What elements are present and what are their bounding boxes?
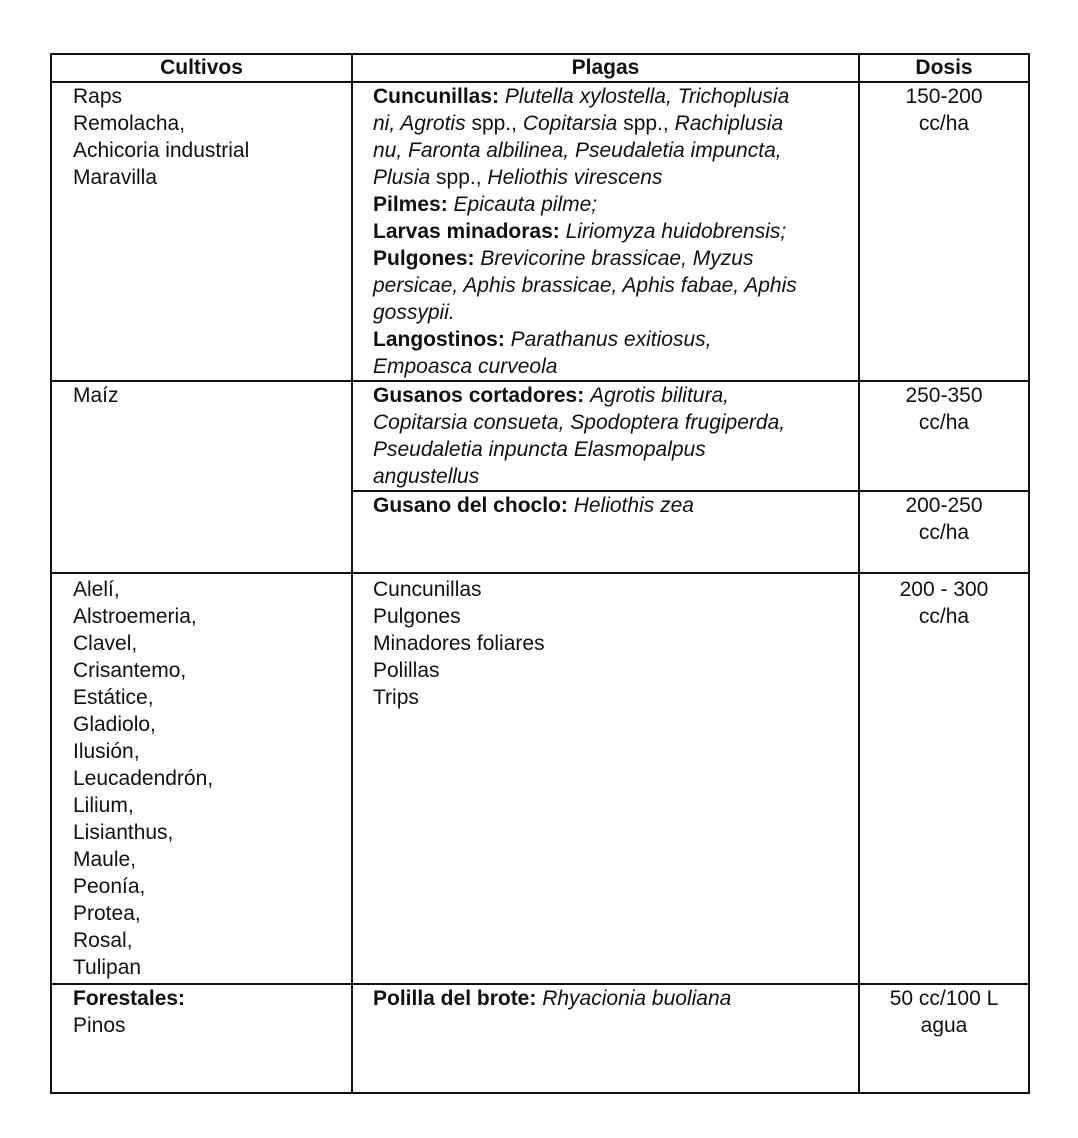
pest-line: Polillas <box>373 659 440 682</box>
pest-line: persicae, Aphis brassicae, Aphis fabae, Aphis <box>373 274 797 297</box>
pest-species: Liriomyza huidobrensis; <box>565 220 787 243</box>
dose-value: 200-250 <box>905 494 983 517</box>
table-row <box>51 381 1029 491</box>
dose-value: 150-200 <box>905 85 983 108</box>
crop-item: Tulipan <box>73 956 142 979</box>
pests-cell <box>352 573 859 984</box>
header-dosis: Dosis <box>859 54 1029 82</box>
table-row <box>51 82 1029 381</box>
table-row <box>51 573 1029 984</box>
dose-cell <box>859 984 1029 1093</box>
dose-cell <box>859 573 1029 984</box>
pest-line <box>373 164 844 191</box>
crop-item: Leucadendrón, <box>73 767 214 790</box>
crop-group-label: Forestales: <box>73 987 186 1010</box>
pest-species: Agrotis bilitura, <box>590 384 729 407</box>
crops-cell <box>51 82 352 381</box>
header-plagas: Plagas <box>352 54 859 82</box>
dose-value: 250-350 <box>905 384 983 407</box>
crop-item: Gladiolo, <box>73 713 156 736</box>
dose-cell <box>859 82 1029 381</box>
crop-item: Maule, <box>73 848 137 871</box>
pest-species: Copitarsia <box>522 112 618 135</box>
pest-line: angustellus <box>373 465 480 488</box>
crops-cell <box>51 381 352 573</box>
crop-item: Alstroemeria, <box>73 605 197 628</box>
pest-line <box>373 245 844 272</box>
pest-species: Plutella xylostella, Trichoplusia <box>504 85 790 108</box>
pest-species: Epicauta pilme; <box>453 193 598 216</box>
pest-species: Parathanus exitiosus, <box>510 328 712 351</box>
pest-line <box>373 326 844 353</box>
pest-species: Heliothis zea <box>573 494 694 517</box>
crop-item: Achicoria industrial <box>73 139 250 162</box>
pests-cell <box>352 381 859 491</box>
crop-item: Crisantemo, <box>73 659 187 682</box>
header-row <box>51 54 1029 82</box>
dose-unit: cc/ha <box>918 521 970 544</box>
pest-line: gossypii. <box>373 301 455 324</box>
pest-species: Rachiplusia <box>674 112 784 135</box>
crop-item: Rosal, <box>73 929 133 952</box>
pests-cell <box>352 984 859 1093</box>
pest-group-label: Polilla del brote: <box>373 987 537 1010</box>
crop-item: Clavel, <box>73 632 138 655</box>
crop-item: Raps <box>73 85 123 108</box>
pest-line <box>373 83 844 110</box>
pest-species: Plusia <box>373 166 431 189</box>
crop-item: Maravilla <box>73 166 158 189</box>
pesticide-dosage-table <box>50 53 1030 1094</box>
pest-line: Empoasca curveola <box>373 355 558 378</box>
pest-group-label: Cuncunillas: <box>373 85 500 108</box>
pest-spp: spp., <box>623 112 669 135</box>
crop-item: Lisianthus, <box>73 821 174 844</box>
pest-line <box>373 382 844 409</box>
crop-item: Estátice, <box>73 686 154 709</box>
dose-unit: cc/ha <box>918 112 970 135</box>
pest-line: Cuncunillas <box>373 578 482 601</box>
dose-unit: agua <box>920 1014 968 1037</box>
pest-line <box>373 110 844 137</box>
pests-cell <box>352 491 859 573</box>
pest-spp: spp., <box>471 112 517 135</box>
crop-item: Ilusión, <box>73 740 140 763</box>
pest-group-label: Pilmes: <box>373 193 448 216</box>
pests-cell <box>352 82 859 381</box>
table-row <box>51 984 1029 1093</box>
pest-spp: spp., <box>436 166 482 189</box>
pest-line: Minadores foliares <box>373 632 545 655</box>
pest-species: ni, Agrotis <box>373 112 466 135</box>
pest-group-label: Langostinos: <box>373 328 505 351</box>
pest-line: nu, Faronta albilinea, Pseudaletia impuncta, <box>373 139 782 162</box>
header-cultivos: Cultivos <box>51 54 352 82</box>
pest-line: Trips <box>373 686 419 709</box>
dose-unit: cc/ha <box>918 605 970 628</box>
pest-line: Pulgones <box>373 605 461 628</box>
pest-species: Heliothis virescens <box>487 166 663 189</box>
pest-line <box>373 191 844 218</box>
crop-item: Maíz <box>73 384 119 407</box>
crop-item: Peonía, <box>73 875 146 898</box>
pest-line: Pseudaletia inpuncta Elasmopalpus <box>373 438 706 461</box>
crop-item: Remolacha, <box>73 112 186 135</box>
crops-cell <box>51 984 352 1093</box>
dose-cell <box>859 381 1029 491</box>
dose-cell <box>859 491 1029 573</box>
crop-item: Alelí, <box>73 578 120 601</box>
crop-item: Pinos <box>73 1014 126 1037</box>
crop-item: Lilium, <box>73 794 134 817</box>
dose-value: 50 cc/100 L <box>889 987 999 1010</box>
dose-value: 200 - 300 <box>899 578 989 601</box>
dose-unit: cc/ha <box>918 411 970 434</box>
pest-group-label: Gusanos cortadores: <box>373 384 585 407</box>
pest-group-label: Pulgones: <box>373 247 475 270</box>
pest-line <box>373 218 844 245</box>
crops-cell <box>51 573 352 984</box>
pest-group-label: Gusano del choclo: <box>373 494 568 517</box>
pest-group-label: Larvas minadoras: <box>373 220 560 243</box>
pest-line: Copitarsia consueta, Spodoptera frugiperda, <box>373 411 786 434</box>
crop-item: Protea, <box>73 902 141 925</box>
pest-line <box>373 492 844 519</box>
pest-line <box>373 985 844 1012</box>
pest-species: Brevicorine brassicae, Myzus <box>480 247 754 270</box>
pest-species: Rhyacionia buoliana <box>542 987 732 1010</box>
